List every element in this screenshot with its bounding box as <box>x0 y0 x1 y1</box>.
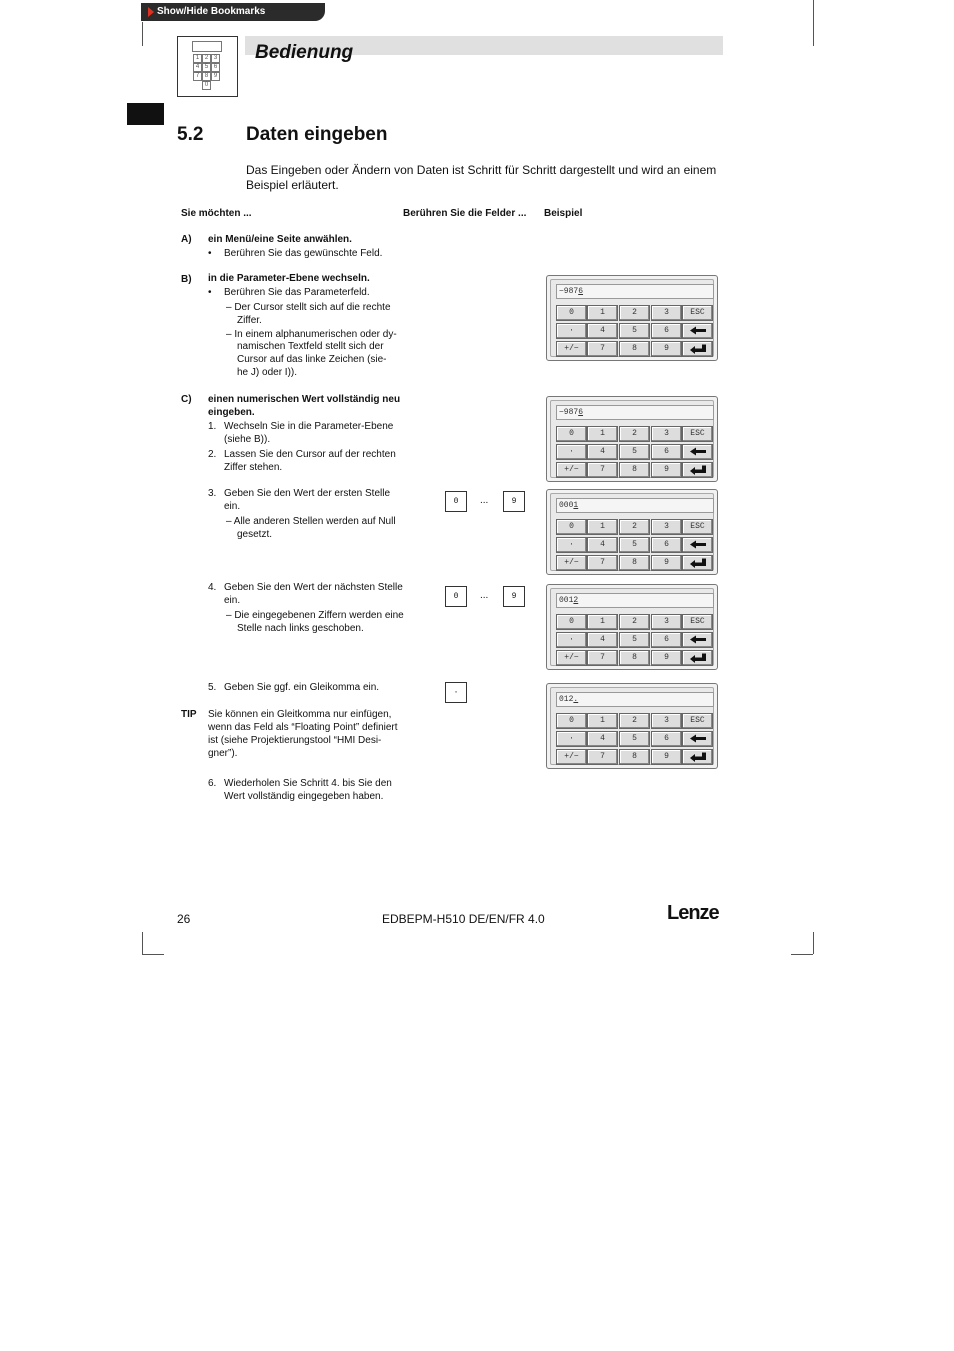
keypad-key[interactable]: 2 <box>619 614 650 630</box>
keypad-icon-key: 4 <box>193 63 202 72</box>
step-text: Wiederholen Sie Schritt 4. bis Sie den <box>224 778 392 789</box>
keypad-display <box>556 692 714 707</box>
keypad-icon-key: 0 <box>202 81 211 90</box>
step-text: – Der Cursor stellt sich auf die rechte <box>226 302 391 313</box>
keypad-key[interactable]: 8 <box>619 555 650 571</box>
intro-text: Das Eingeben oder Ändern von Daten ist Schritt für Schritt dargestellt und wird an einem Beispiel erläutert. <box>246 163 717 192</box>
display-value: 000 <box>559 501 574 510</box>
keypad-frame <box>550 493 714 571</box>
step-text: Stelle nach links geschoben. <box>237 623 364 634</box>
step-number: 4. <box>208 582 217 593</box>
keypad-key[interactable]: ESC <box>682 614 713 630</box>
keypad-example <box>546 683 718 769</box>
keypad-key[interactable]: +/− <box>556 650 587 666</box>
keypad-key[interactable]: 5 <box>619 731 650 747</box>
display-cursor: 1 <box>573 501 579 510</box>
keypad-frame <box>550 400 714 478</box>
enter-key[interactable] <box>682 462 713 478</box>
keypad-icon-key: 6 <box>211 63 220 72</box>
step-text: Lassen Sie den Cursor auf der rechten <box>224 449 396 460</box>
document-id: EDBEPM-H510 DE/EN/FR 4.0 <box>382 912 545 926</box>
step-text: Geben Sie ggf. ein Gleikomma ein. <box>224 682 380 693</box>
display-value: −987 <box>559 408 579 417</box>
keypad-key[interactable]: · <box>556 323 587 339</box>
keypad-key[interactable]: 1 <box>587 713 618 729</box>
keypad-key[interactable]: 3 <box>651 614 682 630</box>
keypad-key[interactable]: ESC <box>682 305 713 321</box>
keypad-key[interactable]: 6 <box>651 632 682 648</box>
enter-key[interactable] <box>682 555 713 571</box>
keypad-icon-screen <box>192 41 222 52</box>
keypad-key[interactable]: 4 <box>587 731 618 747</box>
section-title: Daten eingeben <box>246 124 388 145</box>
keypad-key[interactable]: 7 <box>587 650 618 666</box>
step-text: ein. <box>224 595 241 606</box>
step-number: 2. <box>208 449 217 460</box>
step-text: (siehe B)). <box>224 434 271 445</box>
step-number: 6. <box>208 778 217 789</box>
keypad-display <box>556 593 714 608</box>
step-text: Wert vollständig eingegeben haben. <box>224 791 384 802</box>
keypad-key[interactable]: 0 <box>556 426 587 442</box>
step-title: eingeben. <box>208 407 255 418</box>
keypad-key[interactable]: 0 <box>556 519 587 535</box>
crop-mark <box>142 22 143 46</box>
keypad-key[interactable]: 4 <box>587 323 618 339</box>
step-number: 3. <box>208 488 217 499</box>
crop-mark <box>142 954 164 955</box>
step-label: C) <box>181 394 192 405</box>
keypad-example <box>546 396 718 482</box>
keypad-key[interactable]: 2 <box>619 713 650 729</box>
tip-text: Sie können ein Gleitkomma nur einfügen, <box>208 709 392 720</box>
bullet: • <box>208 248 212 259</box>
column-header: Sie möchten ... <box>181 208 252 219</box>
keypad-key[interactable]: 4 <box>587 444 618 460</box>
step-text: Berühren Sie das Parameterfeld. <box>224 287 370 298</box>
backspace-key[interactable] <box>682 444 713 460</box>
keypad-frame <box>550 687 714 765</box>
keypad-key[interactable]: 4 <box>587 537 618 553</box>
tip-text: gner”). <box>208 748 238 759</box>
keypad-display <box>556 498 714 513</box>
keypad-icon-key: 8 <box>202 72 211 81</box>
keypad-key[interactable]: · <box>556 632 587 648</box>
chapter-marker <box>127 103 164 125</box>
step-text: – Die eingegebenen Ziffern werden eine <box>226 610 404 621</box>
keypad-key[interactable]: 6 <box>651 444 682 460</box>
enter-icon <box>683 558 712 568</box>
keypad-icon-key: 9 <box>211 72 220 81</box>
keypad-key[interactable]: 5 <box>619 632 650 648</box>
keypad-icon-key: 2 <box>202 54 211 63</box>
page-number: 26 <box>177 912 191 926</box>
crop-mark <box>813 932 814 954</box>
step-number: 5. <box>208 682 217 693</box>
step-title: in die Parameter-Ebene wechseln. <box>208 273 370 284</box>
step-text: Geben Sie den Wert der nächsten Stelle <box>224 582 403 593</box>
keypad-key[interactable]: 5 <box>619 444 650 460</box>
bullet: • <box>208 287 212 298</box>
keypad-key[interactable]: 1 <box>587 614 618 630</box>
keypad-key[interactable]: 7 <box>587 462 618 478</box>
step-text: Geben Sie den Wert der ersten Stelle <box>224 488 391 499</box>
keypad-key[interactable]: 6 <box>651 323 682 339</box>
keypad-key[interactable]: +/− <box>556 341 587 357</box>
keypad-key[interactable]: ESC <box>682 426 713 442</box>
touch-key-9[interactable]: 9 <box>503 491 525 512</box>
keypad-key[interactable]: 0 <box>556 614 587 630</box>
crop-mark <box>813 0 814 46</box>
backspace-key[interactable] <box>682 632 713 648</box>
tip-text: ist (siehe Projektierungstool “HMI Desi- <box>208 735 382 746</box>
show-hide-bookmarks-button[interactable] <box>141 3 325 21</box>
step-text: namischen Textfeld stellt sich der <box>237 341 384 352</box>
touch-key-point[interactable]: · <box>445 682 467 703</box>
keypad-example <box>546 489 718 575</box>
keypad-key[interactable]: 8 <box>619 650 650 666</box>
keypad-key[interactable]: ESC <box>682 519 713 535</box>
keypad-key[interactable]: 5 <box>619 537 650 553</box>
keypad-key[interactable]: 7 <box>587 749 618 765</box>
tip-label: TIP <box>181 709 197 720</box>
display-cursor: . <box>573 695 579 704</box>
keypad-key[interactable]: 9 <box>651 650 682 666</box>
keypad-key[interactable]: 4 <box>587 632 618 648</box>
backspace-key[interactable] <box>682 537 713 553</box>
column-header: Beispiel <box>544 208 583 219</box>
display-cursor: 6 <box>578 287 584 296</box>
crop-mark <box>791 954 813 955</box>
enter-icon <box>683 653 712 663</box>
keypad-key[interactable]: +/− <box>556 462 587 478</box>
keypad-example <box>546 584 718 670</box>
arrow-left-icon <box>683 635 712 644</box>
lenze-logo: Lenze <box>667 902 719 924</box>
keypad-key[interactable]: · <box>556 731 587 747</box>
bookmark-label: Show/Hide Bookmarks <box>157 6 266 17</box>
keypad-key[interactable]: 8 <box>619 462 650 478</box>
keypad-key[interactable]: 3 <box>651 305 682 321</box>
step-label: A) <box>181 234 192 245</box>
arrow-left-icon <box>683 540 712 549</box>
arrow-left-icon <box>683 447 712 456</box>
keypad-display <box>556 284 714 299</box>
tip-text: wenn das Feld als “Floating Point” definiert <box>208 722 398 733</box>
step-text: ein. <box>224 501 241 512</box>
touch-key-9[interactable]: 9 <box>503 586 525 607</box>
keypad-key[interactable]: 2 <box>619 426 650 442</box>
backspace-key[interactable] <box>682 323 713 339</box>
keypad-key[interactable]: 3 <box>651 713 682 729</box>
keypad-key[interactable]: +/− <box>556 749 587 765</box>
keypad-key[interactable]: 9 <box>651 341 682 357</box>
enter-icon <box>683 344 712 354</box>
keypad-display <box>556 405 714 420</box>
display-cursor: 2 <box>573 596 579 605</box>
keypad-key[interactable]: +/− <box>556 555 587 571</box>
display-value: −987 <box>559 287 579 296</box>
keypad-key[interactable]: 2 <box>619 305 650 321</box>
step-label: B) <box>181 274 192 285</box>
keypad-example <box>546 275 718 361</box>
display-value: 012 <box>559 695 574 704</box>
keypad-key[interactable]: 2 <box>619 519 650 535</box>
keypad-key[interactable]: 9 <box>651 462 682 478</box>
keypad-icon <box>177 36 238 97</box>
column-header: Berühren Sie die Felder ... <box>403 208 527 219</box>
step-text: Berühren Sie das gewünschte Feld. <box>224 248 383 259</box>
keypad-key[interactable]: · <box>556 537 587 553</box>
keypad-icon-key: 3 <box>211 54 220 63</box>
step-text: he J) oder I)). <box>237 367 298 378</box>
keypad-key[interactable]: 9 <box>651 555 682 571</box>
keypad-key[interactable]: ESC <box>682 713 713 729</box>
keypad-key[interactable]: 8 <box>619 749 650 765</box>
step-title: einen numerischen Wert vollständig neu <box>208 394 401 405</box>
arrow-left-icon <box>683 734 712 743</box>
step-text: – In einem alphanumerischen oder dy- <box>226 329 397 340</box>
keypad-key[interactable]: 8 <box>619 341 650 357</box>
keypad-icon-key: 7 <box>193 72 202 81</box>
triangle-right-icon <box>148 7 154 17</box>
keypad-key[interactable]: 9 <box>651 749 682 765</box>
touch-key-0[interactable]: 0 <box>445 491 467 512</box>
ellipsis: ... <box>480 590 489 601</box>
backspace-key[interactable] <box>682 731 713 747</box>
step-text: – Alle anderen Stellen werden auf Null <box>226 516 396 527</box>
keypad-key[interactable]: 3 <box>651 426 682 442</box>
enter-icon <box>683 465 712 475</box>
keypad-frame <box>550 279 714 357</box>
step-text: Ziffer. <box>237 315 262 326</box>
step-text: Ziffer stehen. <box>224 462 283 473</box>
enter-key[interactable] <box>682 749 713 765</box>
header-title: Bedienung <box>255 42 354 63</box>
arrow-left-icon <box>683 326 712 335</box>
touch-key-0[interactable]: 0 <box>445 586 467 607</box>
keypad-key[interactable]: 3 <box>651 519 682 535</box>
keypad-icon-key: 5 <box>202 63 211 72</box>
step-number: 1. <box>208 421 217 432</box>
display-cursor: 6 <box>578 408 584 417</box>
keypad-key[interactable]: 7 <box>587 555 618 571</box>
keypad-key[interactable]: 1 <box>587 305 618 321</box>
ellipsis: ... <box>480 495 489 506</box>
enter-key[interactable] <box>682 341 713 357</box>
keypad-key[interactable]: 5 <box>619 323 650 339</box>
section-number: 5.2 <box>177 124 204 145</box>
enter-key[interactable] <box>682 650 713 666</box>
keypad-frame <box>550 588 714 666</box>
keypad-key[interactable]: 6 <box>651 537 682 553</box>
keypad-key[interactable]: 1 <box>587 519 618 535</box>
step-text: Wechseln Sie in die Parameter-Ebene <box>224 421 394 432</box>
keypad-key[interactable]: 6 <box>651 731 682 747</box>
display-value: 001 <box>559 596 574 605</box>
keypad-key[interactable]: · <box>556 444 587 460</box>
keypad-icon-key: 1 <box>193 54 202 63</box>
step-text: gesetzt. <box>237 529 273 540</box>
keypad-key[interactable]: 0 <box>556 305 587 321</box>
enter-icon <box>683 752 712 762</box>
keypad-key[interactable]: 1 <box>587 426 618 442</box>
step-text: Cursor auf das linke Zeichen (sie- <box>237 354 387 365</box>
keypad-key[interactable]: 0 <box>556 713 587 729</box>
keypad-key[interactable]: 7 <box>587 341 618 357</box>
step-title: ein Menü/eine Seite anwählen. <box>208 234 352 245</box>
crop-mark <box>142 932 143 954</box>
